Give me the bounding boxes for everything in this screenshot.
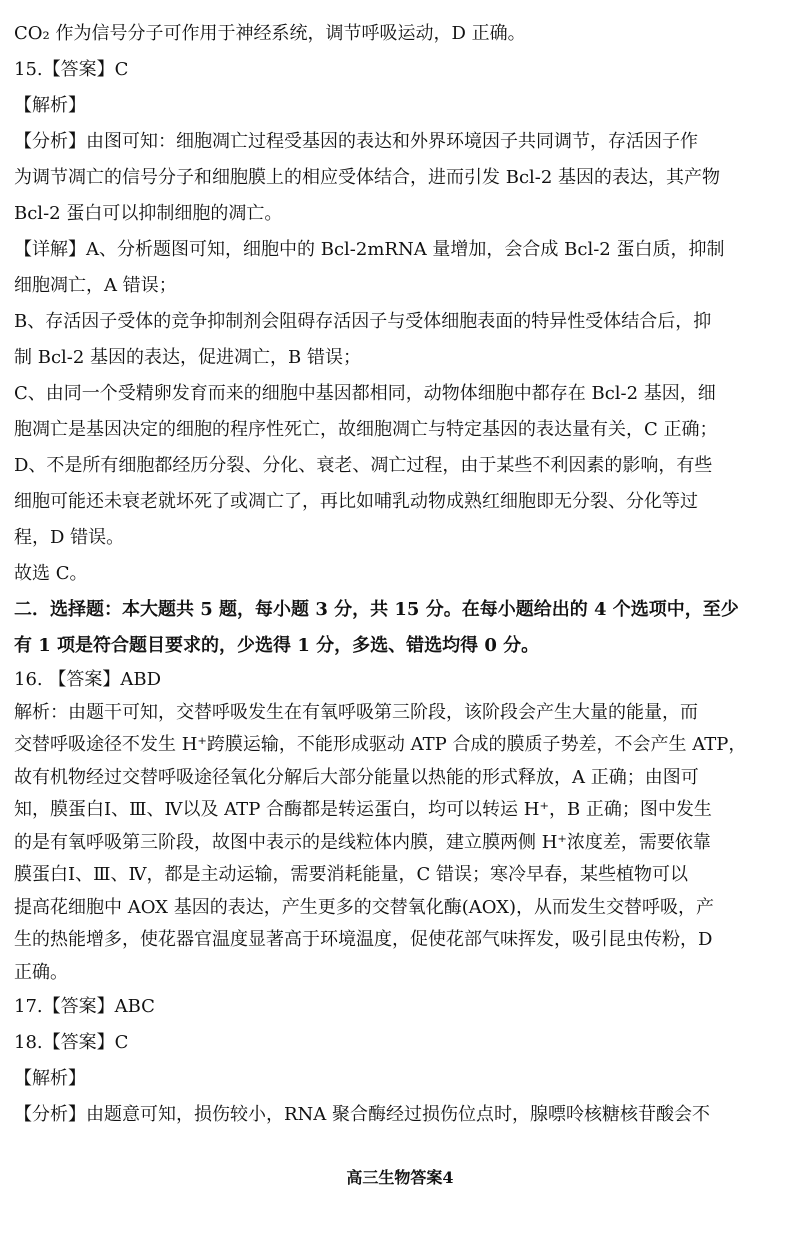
answer-block-16 bbox=[14, 664, 786, 989]
text-line: 膜蛋白Ⅰ、Ⅲ、Ⅳ，都是主动运输，需要消耗能量，C 错误；寒冷早春，某些植物可以 bbox=[14, 864, 688, 885]
section-heading-line: 有 1 项是符合题目要求的，少选得 1 分，多选、错选均得 0 分。 bbox=[14, 635, 540, 656]
text-line: 制 Bcl-2 基因的表达，促进凋亡，B 错误； bbox=[14, 347, 361, 368]
text-line: 故有机物经过交替呼吸途径氧化分解后大部分能量以热能的形式释放，A 正确；由图可 bbox=[14, 766, 699, 788]
section-heading bbox=[14, 592, 786, 664]
text-line: 细胞凋亡，A 错误； bbox=[14, 275, 177, 296]
text-line: B、存活因子受体的竞争抑制剂会阻碍存活因子与受体细胞表面的特异性受体结合后，抑 bbox=[14, 311, 712, 332]
text-line: 解析：由题干可知，交替呼吸发生在有氧呼吸第三阶段，该阶段会产生大量的能量，而 bbox=[14, 701, 698, 723]
text-line: 正确。 bbox=[14, 961, 68, 983]
text-line: D、不是所有细胞都经历分裂、分化、衰老、凋亡过程，由于某些不利因素的影响，有些 bbox=[14, 455, 713, 476]
section-heading-line: 二．选择题：本大题共 5 题，每小题 3 分，共 15 分。在每小题给出的 4 个选项中，至少 bbox=[14, 599, 739, 620]
text-line: C、由同一个受精卵发育而来的细胞中基因都相同，动物体细胞中都存在 Bcl-2 基因，细 bbox=[14, 383, 716, 404]
text-line: 【解析】 bbox=[14, 1068, 86, 1089]
answer-block-17-18 bbox=[14, 989, 786, 1133]
document-page bbox=[14, 16, 786, 1133]
text-line: 【详解】A、分析题图可知，细胞中的 Bcl-2mRNA 量增加，会合成 Bcl-2 蛋白质，抑制 bbox=[14, 239, 725, 260]
text-line: 18.【答案】C bbox=[14, 1032, 129, 1053]
text-line: 交替呼吸途径不发生 H⁺跨膜运输，不能形成驱动 ATP 合成的膜质子势差，不会产生 ATP， bbox=[14, 734, 747, 755]
text-line: 的是有氧呼吸第三阶段，故图中表示的是线粒体内膜，建立膜两侧 H⁺浓度差，需要依靠 bbox=[14, 831, 711, 853]
text-line: 知，膜蛋白Ⅰ、Ⅲ、Ⅳ以及 ATP 合酶都是转运蛋白，均可以转运 H⁺，B 正确；图中发生 bbox=[14, 799, 712, 820]
text-line: 胞凋亡是基因决定的细胞的程序性死亡，故细胞凋亡与特定基因的表达量有关，C 正确； bbox=[14, 419, 718, 440]
text-line: 提高花细胞中 AOX 基因的表达，产生更多的交替氧化酶(AOX)，从而发生交替呼吸，产 bbox=[14, 896, 714, 918]
text-line: 为调节凋亡的信号分子和细胞膜上的相应受体结合，进而引发 Bcl-2 基因的表达，其产物 bbox=[14, 167, 721, 188]
page-footer: 高三生物答案4 bbox=[346, 1168, 454, 1187]
text-line: 【分析】由图可知：细胞凋亡过程受基因的表达和外界环境因子共同调节，存活因子作 bbox=[14, 131, 698, 152]
text-line: 细胞可能还未衰老就坏死了或凋亡了，再比如哺乳动物成熟红细胞即无分裂、分化等过 bbox=[14, 491, 698, 512]
text-line: 17.【答案】ABC bbox=[14, 996, 155, 1017]
text-line: CO₂ 作为信号分子可作用于神经系统，调节呼吸运动，D 正确。 bbox=[14, 23, 526, 44]
text-line: Bcl-2 蛋白可以抑制细胞的凋亡。 bbox=[14, 203, 283, 224]
text-line: 故选 C。 bbox=[14, 563, 88, 584]
text-line: 16. 【答案】ABD bbox=[14, 669, 162, 690]
text-line: 【分析】由题意可知，损伤较小，RNA 聚合酶经过损伤位点时，腺嘌呤核糖核苷酸会不 bbox=[14, 1104, 711, 1125]
text-line: 生的热能增多，使花器官温度显著高于环境温度，促使花部气味挥发，吸引昆虫传粉，D bbox=[14, 929, 713, 950]
text-line: 程，D 错误。 bbox=[14, 527, 125, 548]
answer-block-14-15 bbox=[14, 16, 786, 592]
text-line: 15.【答案】C bbox=[14, 59, 129, 80]
text-line: 【解析】 bbox=[14, 95, 86, 116]
